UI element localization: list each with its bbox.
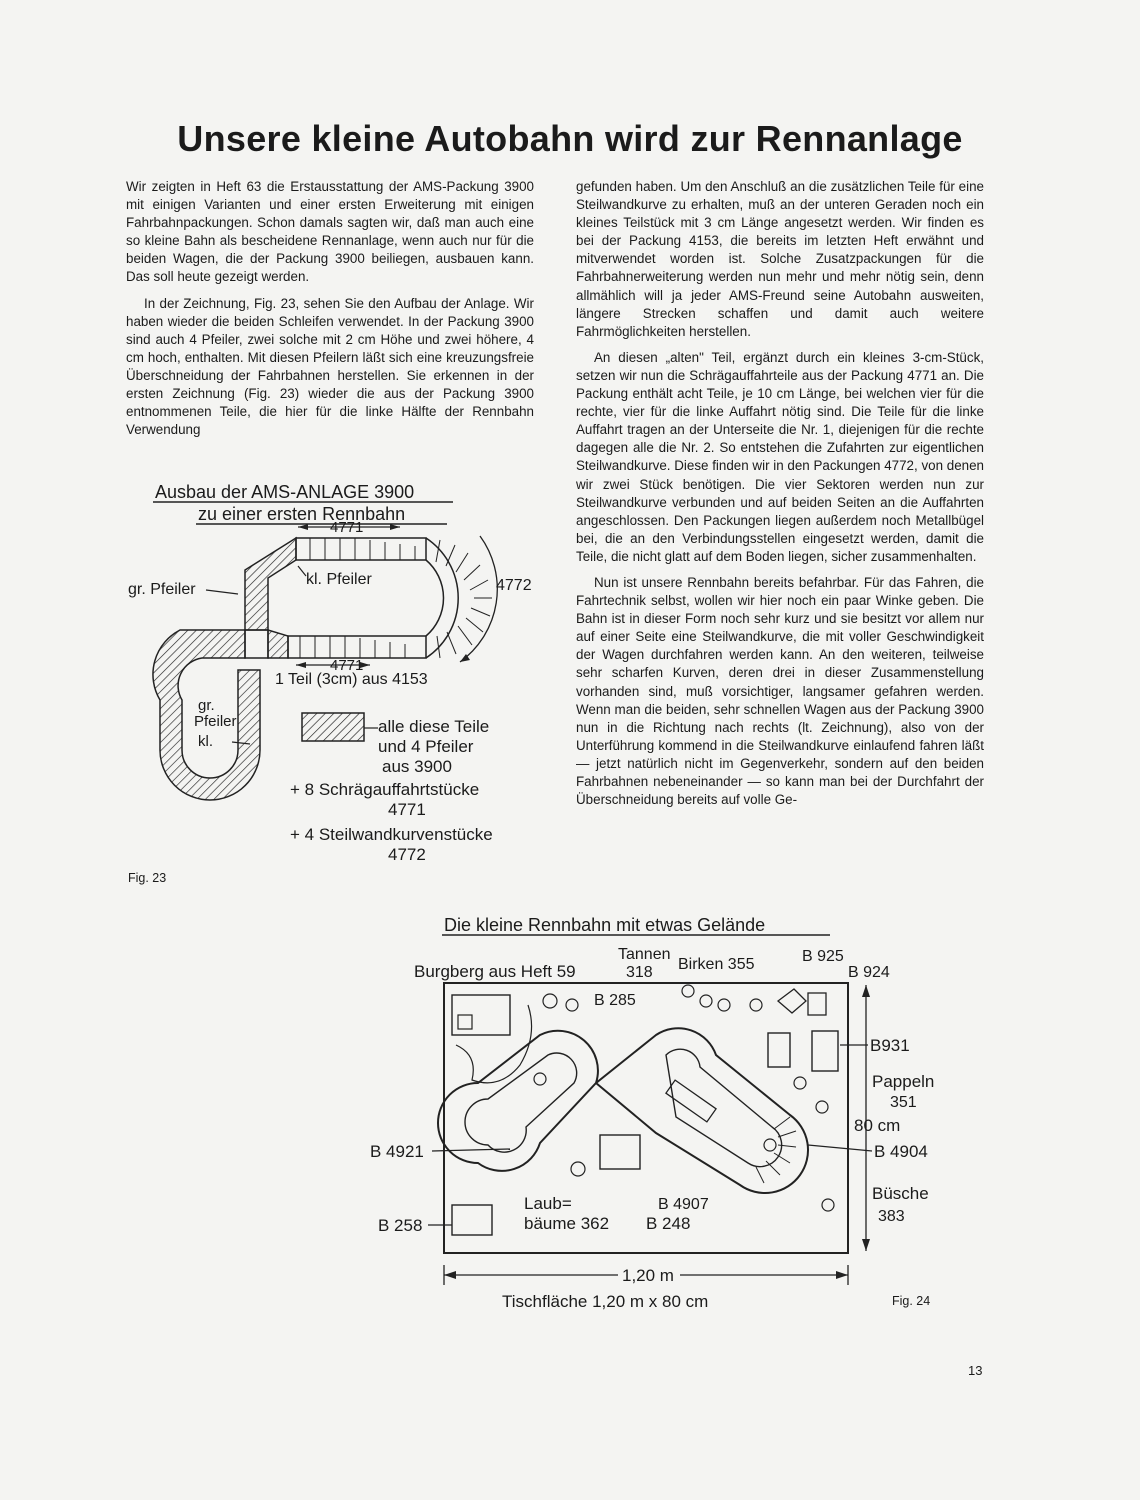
fig24-label-318: 318 — [626, 964, 653, 981]
fig23-label-gr-pfeiler: gr. Pfeiler — [128, 581, 196, 598]
paragraph: Nun ist unsere Rennbahn bereits befahrbar. Für das Fahren, die Fahrtechnik selbst, wollen wir hier noch ein paar Winke geben. Die Bahn ist in dieser Form noch sehr kurz und sie besitzt vor allem nur auf einer Seite eine Steilwandkurve, die mit voller Geschwindigkeit der Wagen durchfahren werden kann. An den weiteren, teilweise sehr scharfen Kurven, deren drei in dieser Zusammenstellung vorhanden sind, muß vorsichtiger, langsamer gefahren werden. Wenn man die beiden, sehr schnellen Wagen aus der Packung 3900 nun in die Richtung nach rechts (lt. Zeichnung), also von der Unterführung kommend in die Steilwandkurve einlaufend fahren läßt — jetzt natürlich nicht im Gegenverkehr, sondern auf den beiden Fahrbahnen nebeneinander — so kann man bei der Durchfahrt der Überschneidung bereits auf volle Ge- — [576, 574, 984, 808]
fig24-label-b4907: B 4907 — [658, 1196, 709, 1213]
paragraph: In der Zeichnung, Fig. 23, sehen Sie den Aufbau der Anlage. Wir haben wieder die beiden Schleifen verwendet. In der Packung 3900 sind auch 4 Pfeiler, zwei solche mit 2 cm Höhe und zwei höhere, 4 cm hoch, enthalten. Mit diesen Pfeilern läßt sich eine kreuzungsfreie Überschneidung der Fahrbahnen herstellen. Sie erkennen in der ersten Zeichnung (Fig. 23) wieder die aus der Packung 3900 entnommenen Teile, die hier für die linke Hälfte der Rennbahn Verwendung — [126, 295, 534, 438]
fig23-label-1teil: 1 Teil (3cm) aus 4153 — [275, 671, 428, 688]
fig24-heading: Die kleine Rennbahn mit etwas Gelände — [444, 915, 766, 935]
fig23-label-pfeiler: Pfeiler — [194, 713, 237, 730]
fig24-label-b925: B 925 — [802, 948, 844, 965]
text-column-right — [576, 178, 984, 817]
text-column-left — [126, 178, 534, 447]
fig24-label-351: 351 — [890, 1094, 917, 1111]
paragraph: gefunden haben. Um den Anschluß an die zusätzlichen Teile für eine Steilwandkurve zu erhalten, muß an der unteren Geraden noch ein kleines Teilstück mit 3 cm Länge angesetzt werden. Wir finden es bei der Packung 4153, die bereits im letzten Heft erwähnt und mitverwendet worden ist. Solche Zusatzpackungen für die Fahrbahnerweiterung werden nun mehr und mehr nötig sein, denn allmählich will ja jeder AMS-Freund seine Autobahn ausweiten, längere Strecken schaffen und damit auch weitere Fahrmöglichkeiten herstellen. — [576, 179, 984, 339]
fig24-label-laub1: Laub= — [524, 1194, 572, 1213]
page-number: 13 — [968, 1363, 983, 1378]
fig23-label-4771-bottom: 4771 — [330, 657, 364, 674]
fig24-label-laub2: bäume 362 — [524, 1214, 610, 1233]
paragraph: Wir zeigten in Heft 63 die Erstausstattung der AMS-Packung 3900 mit einigen Varianten und einer ersten Erweiterung mit einigen Fahrbahnpackungen. Schon damals sagten wir, daß man auch eine so kleine Bahn als bescheidene Rennanlage, wenn auch nur für die beiden Wagen, die der Packung 3900 beiliegen, ausbauen kann. Das soll heute gezeigt werden. — [126, 179, 534, 285]
fig23-label-4771-top: 4771 — [330, 519, 364, 536]
fig24-label-tannen: Tannen — [618, 946, 671, 963]
fig24-label-pappeln: Pappeln — [872, 1072, 935, 1091]
paragraph: An diesen „alten" Teil, ergänzt durch ein kleines 3-cm-Stück, setzen wir nun die Schrägauffahrteile aus der Packung 4771 an. Die Packung enthält acht Teile, je 10 cm Länge, bei welchen vier für die rechte, vier für die linke Auffahrt nötig sind. Die Teile für die linke Auffahrt tragen an der Unterseite die Nr. 1, diejenigen für die rechte dagegen alle die Nr. 2. So entstehen die Zufahrten zur eigentlichen Steilwandkurve. Diese finden wir in den Packungen 4772, von denen wir zwei Stück benötigen. Die vier Sektoren werden nun zur Steilwandkurve verbunden und auf beiden Seiten an die Auffahrten angeschlossen. Den Packungen liegen außerdem noch Metallbügel bei, die an den Verbindungsstellen eingesetzt werden, damit die Teile, die nicht glatt auf dem Boden liegen, sicher zusammenhalten. — [576, 349, 984, 564]
figure-24-diagram — [360, 905, 960, 1315]
fig24-label-b4921: B 4921 — [370, 1142, 424, 1161]
fig23-heading-2: zu einer ersten Rennbahn — [198, 504, 406, 524]
fig23-label-kl-pfeiler: kl. Pfeiler — [306, 571, 372, 588]
fig24-label-b931: B931 — [870, 1036, 910, 1055]
fig23-legend-1: alle diese Teile — [378, 717, 490, 736]
fig23-legend-2: und 4 Pfeiler — [378, 737, 474, 756]
fig23-plus2-line2: 4772 — [388, 845, 426, 864]
fig24-label-80cm: 80 cm — [854, 1116, 901, 1135]
fig24-label-b248: B 248 — [646, 1214, 691, 1233]
fig24-label-383: 383 — [878, 1208, 905, 1225]
page-title: Unsere kleine Autobahn wird zur Rennanlage — [177, 118, 963, 159]
fig23-label-4772: 4772 — [496, 577, 532, 594]
fig24-label-burgberg: Burgberg aus Heft 59 — [414, 962, 576, 981]
fig24-label-b258: B 258 — [378, 1216, 423, 1235]
fig23-plus2-line1: + 4 Steilwandkurvenstücke — [290, 825, 493, 844]
fig24-label-b4904: B 4904 — [874, 1142, 928, 1161]
fig24-caption: Fig. 24 — [892, 1294, 931, 1308]
fig23-legend-3: aus 3900 — [382, 757, 452, 776]
fig24-label-busche: Büsche — [872, 1184, 929, 1203]
fig24-label-b285: B 285 — [594, 992, 636, 1009]
fig23-heading-1: Ausbau der AMS-ANLAGE 3900 — [155, 482, 415, 502]
fig23-label-kl: kl. — [198, 733, 213, 750]
fig24-label-birken: Birken 355 — [678, 956, 755, 973]
fig23-plus1-line2: 4771 — [388, 800, 426, 819]
fig24-label-b924: B 924 — [848, 964, 890, 981]
figure-23-diagram — [110, 470, 550, 870]
fig23-caption: Fig. 23 — [128, 871, 167, 885]
fig23-label-gr: gr. — [198, 697, 215, 714]
fig23-plus1-line1: + 8 Schrägauffahrtstücke — [290, 780, 480, 799]
fig24-label-120m: 1,20 m — [622, 1266, 674, 1285]
fig24-label-tisch: Tischfläche 1,20 m x 80 cm — [502, 1292, 709, 1311]
